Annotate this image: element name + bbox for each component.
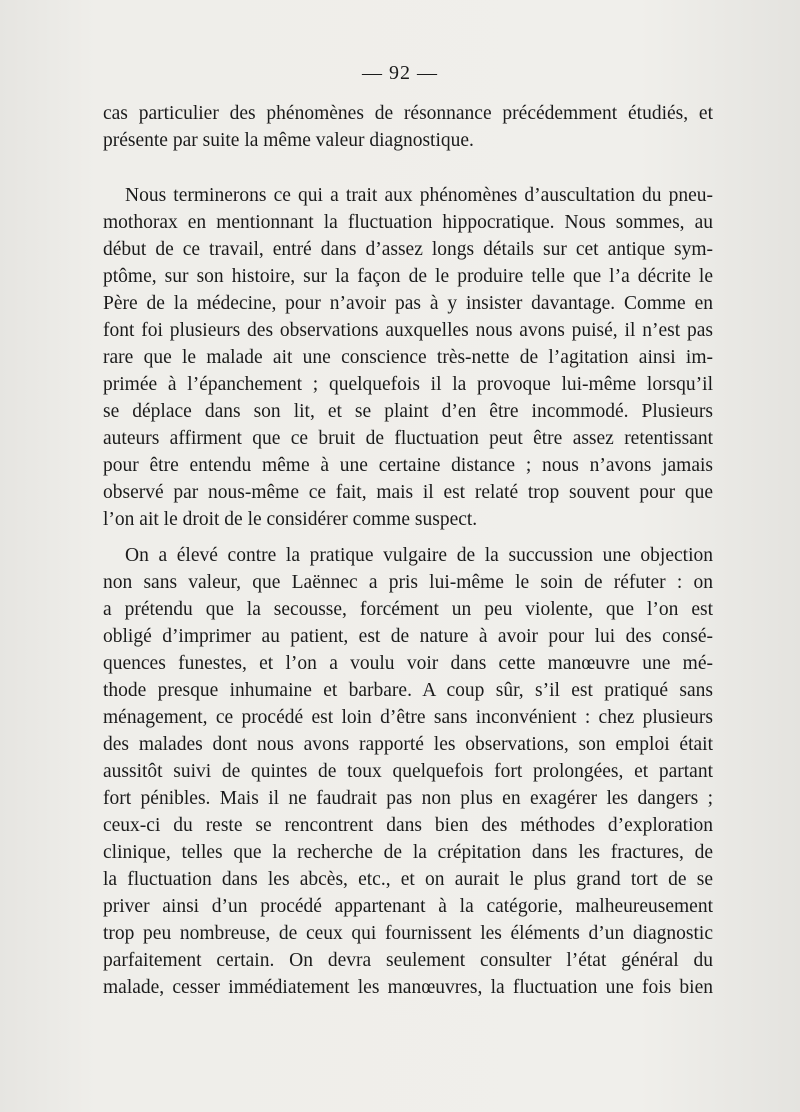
text-line: des malades dont nous avons rapporté les observations, son emploi était — [103, 734, 713, 755]
text-line: a prétendu que la secousse, forcément un peu violente, que l’on est — [103, 599, 713, 620]
text-line: se déplace dans son lit, et se plaint d’en être incommodé. Plusieurs — [103, 401, 713, 422]
text-line: aussitôt suivi de quintes de toux quelquefois fort prolongées, et partant — [103, 761, 713, 782]
text-line: la fluctuation dans les abcès, etc., et on aurait le plus grand tort de se — [103, 869, 713, 890]
text-line: début de ce travail, entré dans d’assez longs détails sur cet antique sym- — [103, 239, 713, 260]
paragraph-1 — [103, 100, 713, 154]
text-line: malade, cesser immédiatement les manœuvres, la fluctuation une fois bien — [103, 977, 713, 998]
text-line: rare que le malade ait une conscience très-nette de l’agitation ainsi im- — [103, 347, 713, 368]
text-line: On a élevé contre la pratique vulgaire de la succussion une objection — [125, 545, 713, 566]
page-number: — 92 — — [362, 62, 438, 84]
text-line: présente par suite la même valeur diagnostique. — [103, 130, 474, 151]
text-line: font foi plusieurs des observations auxquelles nous avons puisé, il n’est pas — [103, 320, 713, 341]
text-line: thode presque inhumaine et barbare. A coup sûr, s’il est pratiqué sans — [103, 680, 713, 701]
text-line: obligé d’imprimer au patient, est de nature à avoir pour lui des consé- — [103, 626, 713, 647]
text-line: l’on ait le droit de le considérer comme suspect. — [103, 509, 478, 530]
paragraph-2 — [103, 182, 713, 533]
paragraph-3 — [103, 542, 713, 1001]
text-line: ptôme, sur son histoire, sur la façon de le produire telle que l’a décrite le — [103, 266, 713, 287]
text-line: parfaitement certain. On devra seulement consulter l’état général du — [103, 950, 713, 971]
text-line: fort pénibles. Mais il ne faudrait pas non plus en exagérer les dangers ; — [103, 788, 713, 809]
text-line: mothorax en mentionnant la fluctuation hippocratique. Nous sommes, au — [103, 212, 713, 233]
text-line: ceux-ci du reste se rencontrent dans bien des méthodes d’exploration — [103, 815, 713, 836]
text-line: observé par nous-même ce fait, mais il est relaté trop souvent pour que — [103, 482, 713, 503]
text-line: pour être entendu même à une certaine distance ; nous n’avons jamais — [103, 455, 713, 476]
text-line: trop peu nombreuse, de ceux qui fournissent les éléments d’un diagnostic — [103, 923, 713, 944]
text-line: clinique, telles que la recherche de la crépitation dans les fractures, de — [103, 842, 713, 863]
text-line: non sans valeur, que Laënnec a pris lui-même le soin de réfuter : on — [103, 572, 713, 593]
text-line: priver ainsi d’un procédé appartenant à la catégorie, malheureusement — [103, 896, 713, 917]
text-line: Père de la médecine, pour n’avoir pas à y insister davantage. Comme en — [103, 293, 713, 314]
text-line: Nous terminerons ce qui a trait aux phénomènes d’auscultation du pneu- — [125, 185, 713, 206]
text-line: cas particulier des phénomènes de résonnance précédemment étudiés, et — [103, 103, 713, 124]
text-line: auteurs affirment que ce bruit de fluctuation peut être assez retentissant — [103, 428, 713, 449]
text-line: ménagement, ce procédé est loin d’être sans inconvénient : chez plusieurs — [103, 707, 713, 728]
text-line: quences funestes, et l’on a voulu voir dans cette manœuvre une mé- — [103, 653, 713, 674]
text-line: primée à l’épanchement ; quelquefois il la provoque lui-même lorsqu’il — [103, 374, 713, 395]
